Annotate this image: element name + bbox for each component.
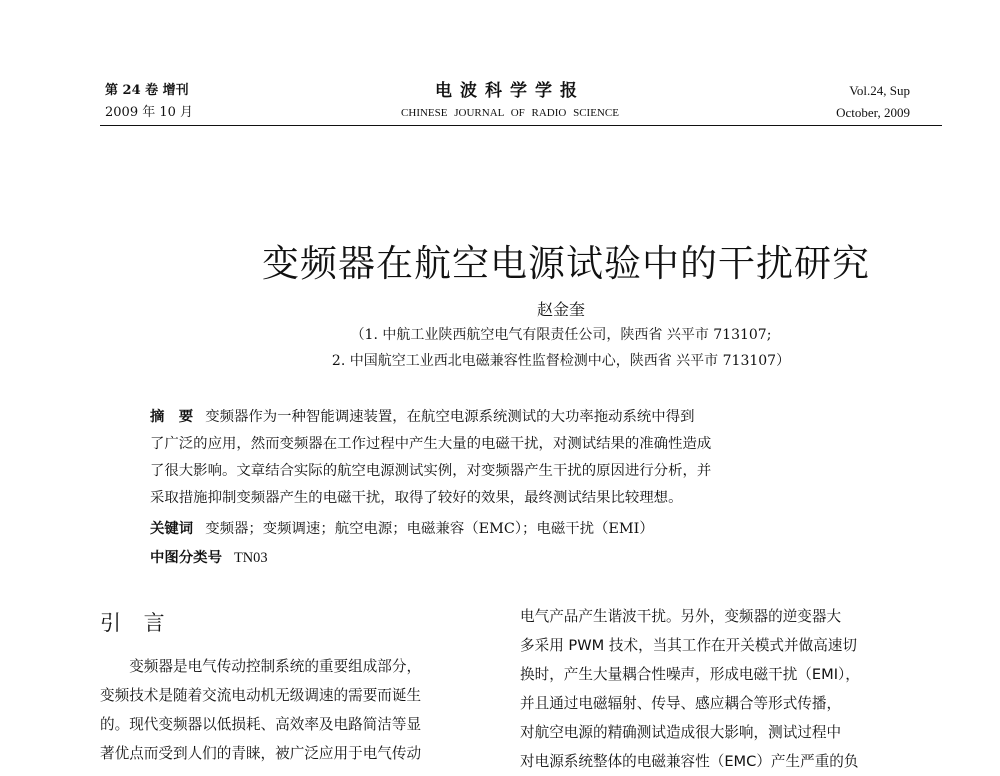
article-author: 赵金奎 [536, 300, 585, 319]
keywords [150, 516, 850, 543]
header-right [836, 80, 910, 124]
classification-label: 中图分类号 [150, 550, 222, 566]
body-column-left [100, 608, 495, 768]
header-volume-en: Vol.24, Sup [849, 83, 910, 98]
body-line: 对航空电源的精确测试造成很大影响，测试过程中 [520, 724, 842, 741]
journal-name-cn: 电波科学学报 [435, 81, 585, 101]
abstract-line: 采取措施抑制变频器产生的电磁干扰，取得了较好的效果，最终测试结果比较理想。 [150, 490, 683, 506]
header-journal [340, 80, 680, 124]
body-line: 并且通过电磁辐射、传导、感应耦合等形式传播， [520, 695, 842, 712]
keywords-value: 变频器；变频调速；航空电源；电磁兼容（EMC）；电磁干扰（EMI） [205, 521, 654, 537]
abstract-line: 了很大影响。文章结合实际的航空电源测试实例，对变频器产生干扰的原因进行分析，并 [150, 463, 712, 479]
header-date-cn: 2009 年 10 月 [105, 105, 194, 120]
body-line: 对电源系统整体的电磁兼容性（EMC）产生严重的负 [520, 753, 859, 770]
journal-name-en: CHINESE JOURNAL OF RADIO SCIENCE [401, 107, 619, 119]
affiliation-1: （1. 中航工业陕西航空电气有限责任公司，陕西省 兴平市 713107; [350, 327, 772, 343]
body-line: 的。现代变频器以低损耗、高效率及电路简洁等显 [100, 716, 422, 733]
body-column-right [520, 602, 920, 776]
header-rule [100, 125, 942, 126]
abstract-text: 变频器作为一种智能调速装置，在航空电源系统测试的大功率拖动系统中得到 [205, 409, 695, 425]
classification [150, 545, 850, 572]
abstract-label: 摘 要 [150, 409, 194, 425]
body-paragraph [100, 652, 495, 768]
abstract-line: 了广泛的应用，然而变频器在工作过程中产生大量的电磁干扰，对测试结果的准确性造成 [150, 436, 712, 452]
classification-value: TN03 [233, 550, 268, 566]
abstract [150, 404, 850, 512]
body-line: 电气产品产生谐波干扰。另外，变频器的逆变器大 [520, 608, 842, 625]
body-paragraph [520, 602, 920, 776]
header-volume-cn: 第 24 卷 增刊 [105, 83, 189, 98]
body-line: 变频技术是随着交流电动机无级调速的需要而诞生 [100, 687, 422, 704]
keywords-label: 关键词 [150, 521, 194, 537]
article-title: 变频器在航空电源试验中的干扰研究 [262, 242, 870, 285]
body-line: 换时，产生大量耦合性噪声，形成电磁干扰（EMI）， [520, 666, 860, 683]
body-line: 多采用 PWM 技术，当其工作在开关模式并做高速切 [520, 637, 857, 654]
header-date-en: October, 2009 [836, 105, 910, 120]
section-title-introduction: 引 言 [100, 611, 173, 635]
body-line: 变频器是电气传动控制系统的重要组成部分， [129, 658, 422, 675]
abstract-line [150, 404, 850, 431]
body-line: 著优点而受到人们的青睐，被广泛应用于电气传动 [100, 745, 422, 762]
header-left [105, 80, 193, 124]
affiliation-2: 2. 中国航空工业西北电磁兼容性监督检测中心，陕西省 兴平市 713107） [331, 353, 791, 369]
